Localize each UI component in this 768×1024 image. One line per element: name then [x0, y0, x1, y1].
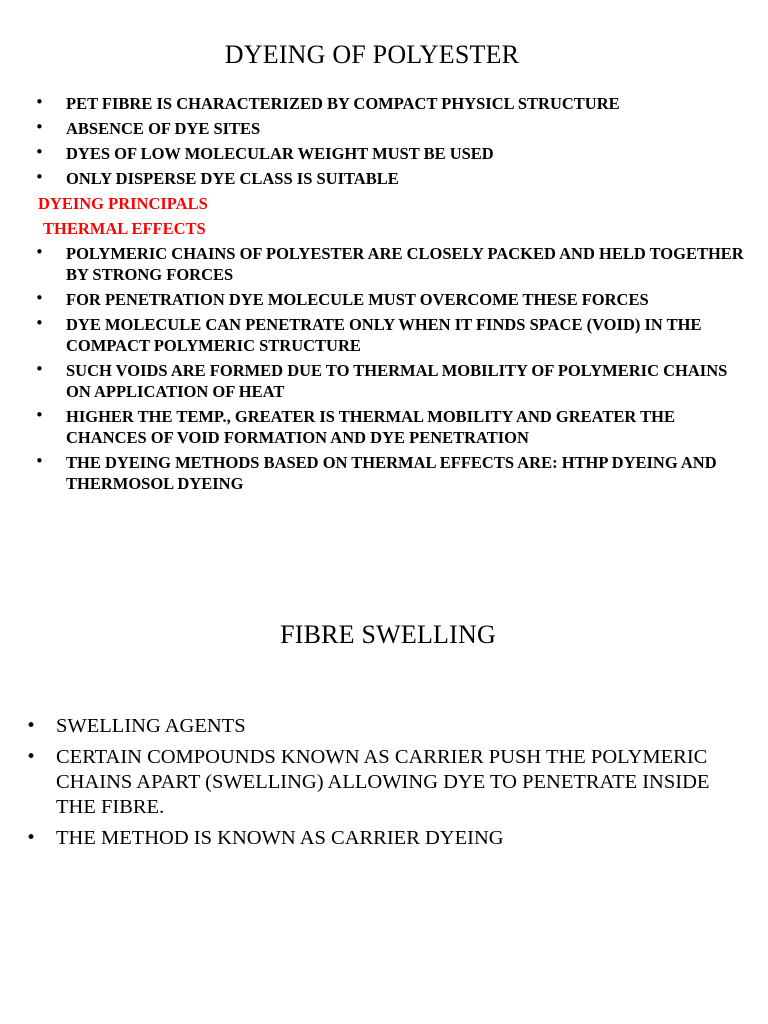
- list-item: [34, 243, 746, 285]
- list-item-text: SWELLING AGENTS: [56, 715, 246, 737]
- list-item: [34, 168, 746, 189]
- list-item-text: ONLY DISPERSE DYE CLASS IS SUITABLE: [66, 169, 399, 188]
- bullet-icon: •: [35, 360, 44, 378]
- list-item: [34, 118, 746, 139]
- bullet-icon: •: [35, 243, 44, 261]
- bullet-icon: •: [26, 747, 37, 767]
- list-item: [34, 406, 746, 448]
- bullet-list-polyester: [34, 93, 746, 498]
- subheading-dyeing-principals: DYEING PRINCIPALS: [38, 194, 208, 213]
- bullet-icon: •: [35, 452, 44, 470]
- bullet-icon: •: [35, 118, 44, 136]
- list-item-text: HIGHER THE TEMP., GREATER IS THERMAL MOBILITY AND GREATER THE CHANCES OF VOID FORMATION AND DYE PENETRATION: [66, 407, 675, 447]
- list-item: [34, 143, 746, 164]
- list-item: [34, 314, 746, 356]
- bullet-icon: •: [26, 716, 37, 736]
- list-item-text: ABSENCE OF DYE SITES: [66, 119, 261, 138]
- bullet-icon: •: [35, 143, 44, 161]
- list-item: [34, 93, 746, 114]
- list-item-text: CERTAIN COMPOUNDS KNOWN AS CARRIER PUSH THE POLYMERIC CHAINS APART (SWELLING) ALLOWING DYE TO PENETRATE INSIDE THE FIBRE.: [56, 746, 710, 818]
- list-item: [26, 745, 746, 820]
- page-title: DYEING OF POLYESTER: [224, 40, 520, 69]
- list-item: [34, 360, 746, 402]
- bullet-list-swelling: [26, 714, 746, 857]
- list-item: [34, 289, 746, 310]
- list-item: [26, 826, 746, 851]
- list-item-text: PET FIBRE IS CHARACTERIZED BY COMPACT PHYSICL STRUCTURE: [66, 94, 620, 113]
- list-item: [34, 452, 746, 494]
- list-item-text: FOR PENETRATION DYE MOLECULE MUST OVERCOME THESE FORCES: [66, 290, 649, 309]
- list-item-text: THE DYEING METHODS BASED ON THERMAL EFFECTS ARE: HTHP DYEING AND THERMOSOL DYEING: [66, 453, 717, 493]
- bullet-icon: •: [35, 314, 44, 332]
- list-item-text: DYES OF LOW MOLECULAR WEIGHT MUST BE USED: [66, 144, 494, 163]
- bullet-icon: •: [35, 406, 44, 424]
- list-item: [26, 714, 746, 739]
- list-item-text: THE METHOD IS KNOWN AS CARRIER DYEING: [56, 827, 504, 849]
- bullet-icon: •: [35, 168, 44, 186]
- bullet-icon: •: [35, 93, 44, 111]
- list-item-text: POLYMERIC CHAINS OF POLYESTER ARE CLOSELY PACKED AND HELD TOGETHER BY STRONG FORCES: [66, 244, 744, 284]
- subheading-thermal-effects: THERMAL EFFECTS: [43, 219, 206, 238]
- bullet-icon: •: [26, 828, 37, 848]
- bullet-icon: •: [35, 289, 44, 307]
- list-item-text: SUCH VOIDS ARE FORMED DUE TO THERMAL MOBILITY OF POLYMERIC CHAINS ON APPLICATION OF HEAT: [66, 361, 728, 401]
- list-item-text: DYE MOLECULE CAN PENETRATE ONLY WHEN IT FINDS SPACE (VOID) IN THE COMPACT POLYMERIC STRUCTURE: [66, 315, 702, 355]
- section-title: FIBRE SWELLING: [280, 620, 496, 649]
